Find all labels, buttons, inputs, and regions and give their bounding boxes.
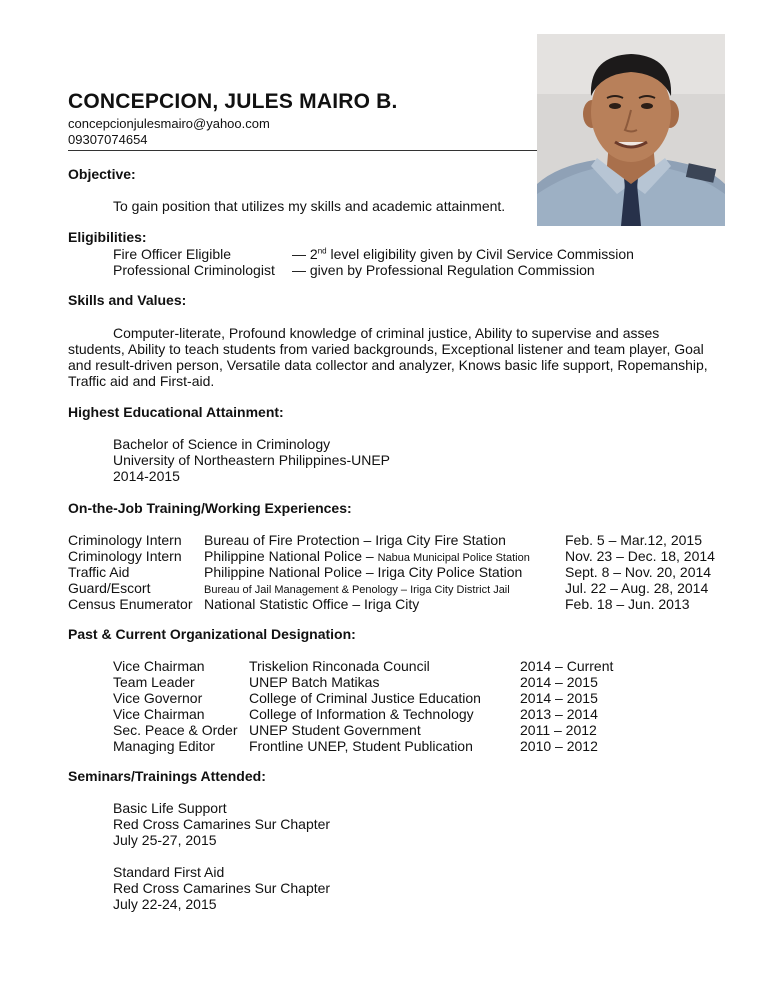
ojt-org: Philippine National Police – Iriga City Police Station (204, 564, 523, 580)
org-position: Vice Chairman (113, 706, 205, 722)
org-position: Vice Governor (113, 690, 203, 706)
eligibility-title: Fire Officer Eligible (113, 246, 232, 262)
objective-text: To gain position that utilizes my skills and academic attainment. (113, 198, 506, 214)
ojt-date: Feb. 18 – Jun. 2013 (565, 596, 690, 612)
org-position: Sec. Peace & Order (113, 722, 238, 738)
seminar-title: Standard First Aid (113, 864, 225, 880)
eligibility-description: — 2nd level eligibility given by Civil Service Commission (292, 246, 634, 262)
header-divider (68, 150, 538, 151)
ojt-heading: On-the-Job Training/Working Experiences: (68, 500, 352, 516)
ojt-date: Nov. 23 – Dec. 18, 2014 (565, 548, 715, 564)
org-position: Team Leader (113, 674, 195, 690)
org-position: Vice Chairman (113, 658, 205, 674)
org-name: UNEP Batch Matikas (249, 674, 380, 690)
org-name: College of Criminal Justice Education (249, 690, 481, 706)
org-name: Frontline UNEP, Student Publication (249, 738, 473, 754)
ojt-role: Criminology Intern (68, 532, 182, 548)
seminar-item (113, 864, 330, 912)
degree: Bachelor of Science in Criminology (113, 436, 331, 452)
skills-paragraph: Computer-literate, Profound knowledge of criminal justice, Ability to supervise and asses students, Ability to teach students from varied backgrounds, Exceptional listener and team player, Goal and result-driven person, Versatile data collector and analyzer, Knows basic life support, Ropemanship, Traffic aid and First-aid. (68, 325, 708, 389)
seminar-org: Red Cross Camarines Sur Chapter (113, 816, 331, 832)
school-year: 2014-2015 (113, 468, 180, 484)
objective-heading: Objective: (68, 166, 136, 182)
seminar-item (113, 800, 330, 848)
ojt-org: Bureau of Jail Management & Penology – Iriga City District Jail (204, 584, 510, 596)
ojt-org: Philippine National Police – Nabua Municipal Police Station (204, 548, 530, 564)
org-name: College of Information & Technology (249, 706, 474, 722)
org-years: 2014 – 2015 (520, 674, 598, 690)
education-heading: Highest Educational Attainment: (68, 404, 284, 420)
seminars-heading: Seminars/Trainings Attended: (68, 768, 266, 784)
ojt-role: Criminology Intern (68, 548, 182, 564)
org-name: Triskelion Rinconada Council (249, 658, 430, 674)
org-years: 2011 – 2012 (520, 722, 597, 738)
email-address: concepcionjulesmairo@yahoo.com (68, 116, 270, 131)
profile-photo (537, 34, 725, 226)
org-name: UNEP Student Government (249, 722, 421, 738)
org-position: Managing Editor (113, 738, 215, 754)
ojt-role: Census Enumerator (68, 596, 193, 612)
eligibility-description: — given by Professional Regulation Commission (292, 262, 595, 278)
ojt-date: Sept. 8 – Nov. 20, 2014 (565, 564, 712, 580)
org-years: 2014 – Current (520, 658, 614, 674)
eligibilities-heading: Eligibilities: (68, 229, 147, 245)
org-years: 2010 – 2012 (520, 738, 598, 754)
ojt-role: Guard/Escort (68, 580, 151, 596)
ojt-date: Feb. 5 – Mar.12, 2015 (565, 532, 702, 548)
education-details (113, 436, 390, 484)
ojt-org: National Statistic Office – Iriga City (204, 596, 420, 612)
seminar-org: Red Cross Camarines Sur Chapter (113, 880, 331, 896)
org-years: 2013 – 2014 (520, 706, 598, 722)
org-heading: Past & Current Organizational Designation: (68, 626, 356, 642)
phone-number: 09307074654 (68, 132, 148, 147)
applicant-name: CONCEPCION, JULES MAIRO B. (68, 90, 398, 113)
skills-heading: Skills and Values: (68, 292, 187, 308)
org-years: 2014 – 2015 (520, 690, 598, 706)
ojt-org: Bureau of Fire Protection – Iriga City Fire Station (204, 532, 506, 548)
ojt-date: Jul. 22 – Aug. 28, 2014 (565, 580, 709, 596)
eligibility-title: Professional Criminologist (113, 262, 275, 278)
ojt-role: Traffic Aid (68, 564, 130, 580)
school: University of Northeastern Philippines-UNEP (113, 452, 390, 468)
seminar-date: July 25-27, 2015 (113, 832, 217, 848)
seminar-date: July 22-24, 2015 (113, 896, 217, 912)
seminar-title: Basic Life Support (113, 800, 227, 816)
